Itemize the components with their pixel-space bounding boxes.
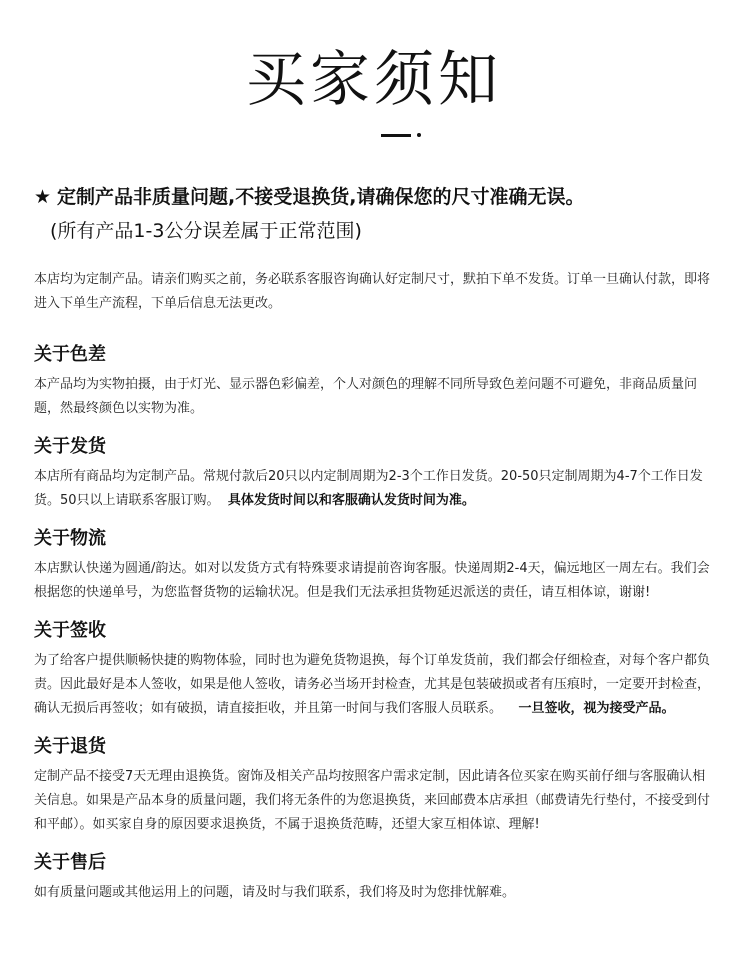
star-icon: ★ [34,186,52,208]
section-text: 本店所有商品均为定制产品。常规付款后20只以内定制周期为2-3个工作日发货。20-50只定制周期为4-7个工作日发货。50只以上请联系客服订购。 [34,469,703,508]
title-divider [34,130,714,142]
section-body [34,765,714,837]
section-title: 关于发货 [34,436,106,457]
section-text: 定制产品不接受7天无理由退换货。窗饰及相关产品均按照客户需求定制，因此请各位买家在购买前仔细与客服确认相关信息。如果是产品本身的质量问题，我们将无条件的为您退换货，来回邮费本店承担（邮费请先行垫付，不接受到付和平邮）。如买家自身的原因要求退换货，不属于退换货范畴，还望大家互相体谅、理解! [34,769,711,832]
divider-bar [381,134,411,137]
section-body [34,373,714,421]
section-body [34,649,714,721]
key-notice-text: 定制产品非质量问题,不接受退换货,请确保您的尺寸准确无误。 [57,186,585,208]
section-title: 关于物流 [34,528,106,549]
section-title: 关于退货 [34,736,106,757]
section-returns [34,733,714,837]
section-after-sales [34,849,714,905]
divider-dot [417,133,421,137]
section-shipping [34,433,714,513]
section-text: 本店默认快递为圆通/韵达。如对以发货方式有特殊要求请提前咨询客服。快递周期2-4天，偏远地区一周左右。我们会根据您的快递单号，为您监督货物的运输状况。但是我们无法承担货物延迟派送的责任，请互相体谅，谢谢! [34,561,710,600]
section-emphasis: 一旦签收，视为接受产品。 [518,701,675,716]
key-notice [34,184,714,210]
section-body [34,465,714,513]
section-text: 如有质量问题或其他运用上的问题，请及时与我们联系，我们将及时为您排忧解难。 [34,885,516,900]
section-logistics [34,525,714,605]
section-text: 本产品均为实物拍摄，由于灯光、显示器色彩偏差，个人对颜色的理解不同所导致色差问题不可避免，非商品质量问题，然最终颜色以实物为准。 [34,377,698,416]
section-title: 关于色差 [34,344,106,365]
tolerance-note: (所有产品1-3公分误差属于正常范围) [50,220,362,242]
section-signing [34,617,714,721]
section-emphasis: 具体发货时间以和客服确认发货时间为准。 [227,493,475,508]
intro-paragraph: 本店均为定制产品。请亲们购买之前，务必联系客服咨询确认好定制尺寸，默拍下单不发货。订单一旦确认付款，即将进入下单生产流程，下单后信息无法更改。 [34,272,711,311]
section-text: 为了给客户提供顺畅快捷的购物体验，同时也为避免货物退换，每个订单发货前，我们都会仔细检查，对每个客户都负责。因此最好是本人签收，如果是他人签收，请务必当场开封检查，尤其是包装破损或者有压痕时，一定要开封检查，确认无损后再签收；如有破损，请直接拒收，并且第一时间与我们客服人员联系。 [34,653,711,716]
section-title: 关于签收 [34,620,106,641]
section-color-difference [34,341,714,421]
section-title: 关于售后 [34,852,106,873]
section-body [34,557,714,605]
page-title: 买家须知 [246,45,502,115]
section-body [34,881,714,905]
